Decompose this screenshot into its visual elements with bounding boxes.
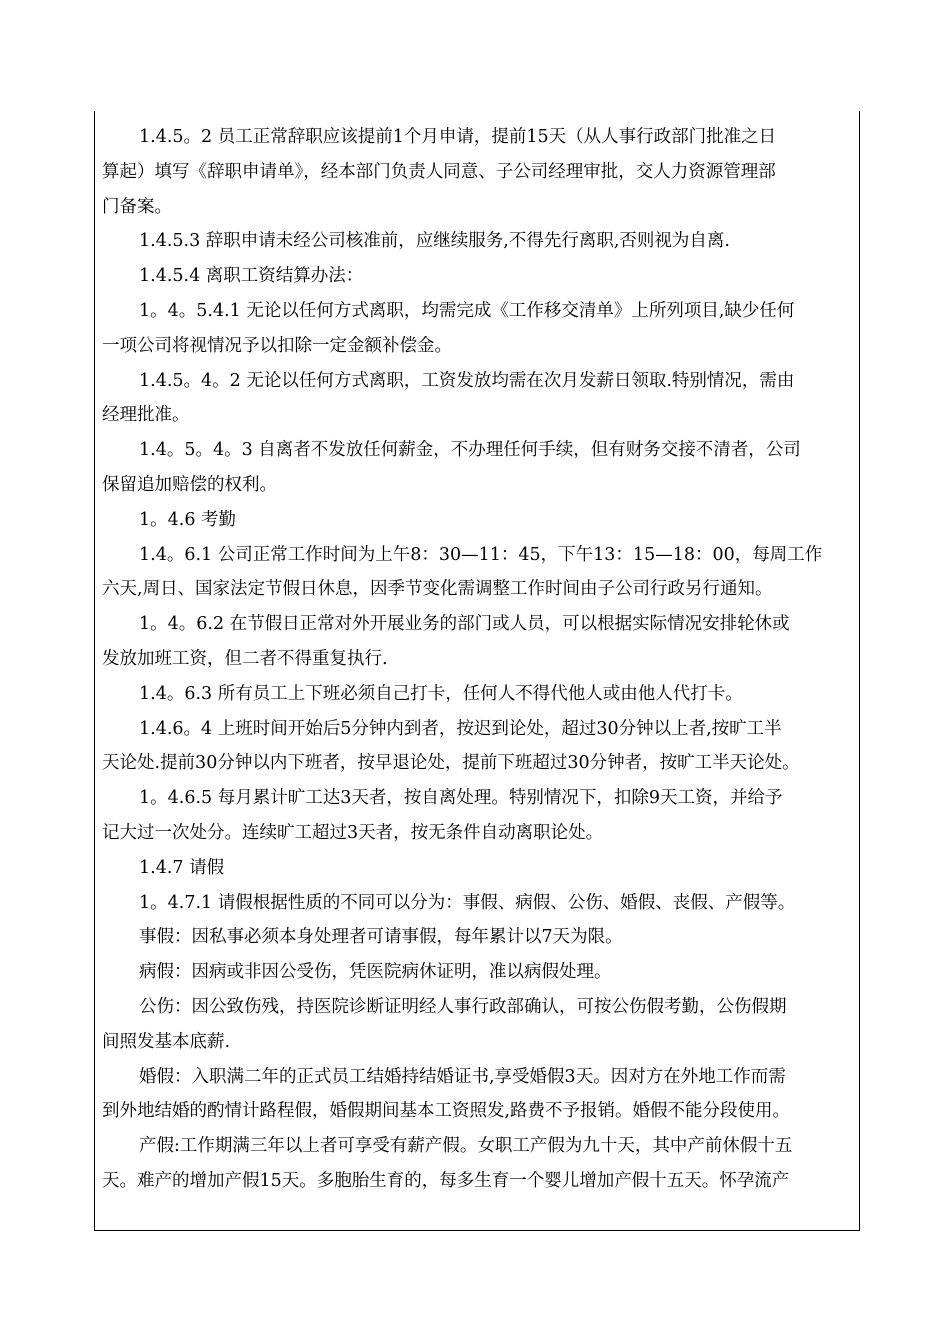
text-line: 一项公司将视情况予以扣除一定金额补偿金。 xyxy=(102,335,452,356)
text-line: 1.4.7 请假 xyxy=(139,857,225,878)
text-line: 门备案。 xyxy=(102,196,172,217)
text-line: 记大过一次处分。连续旷工超过3天者，按无条件自动离职论处。 xyxy=(102,822,604,843)
text-line: 天论处.提前30分钟以内下班者，按早退论处，提前下班超过30分钟者，按旷工半天论处。 xyxy=(102,753,800,774)
text-line: 间照发基本底薪. xyxy=(102,1031,231,1052)
text-line: 1.4.5.3 辞职申请未经公司核准前，应继续服务,不得先行离职,否则视为自离. xyxy=(139,231,730,252)
text-line: 算起）填写《辞职申请单》，经本部门负责人同意、子公司经理审批，交人力资源管理部 xyxy=(102,161,776,182)
text-line: 1.4.5.4 离职工资结算办法： xyxy=(139,266,364,287)
text-line: 1。4.7.1 请假根据性质的不同可以分为：事假、病假、公伤、婚假、丧假、产假等。 xyxy=(139,892,796,913)
text-line: 1。4。5.4.1 无论以任何方式离职，均需完成《工作移交清单》上所列项目,缺少任何 xyxy=(139,300,795,321)
text-line: 1.4.6。4 上班时间开始后5分钟内到者，按迟到论处，超过30分钟以上者,按旷工半 xyxy=(139,718,782,739)
text-line: 六天,周日、国家法定节假日休息，因季节变化需调整工作时间由子公司行政另行通知。 xyxy=(102,579,773,600)
text-line: 1.4。6.3 所有员工上下班必须自己打卡，任何人不得代他人或由他人代打卡。 xyxy=(139,683,743,704)
text-line: 1.4.5。2 员工正常辞职应该提前1个月申请，提前15天（从人事行政部门批准之日 xyxy=(139,127,777,147)
text-line: 产假:工作期满三年以上者可享受有薪产假。女职工产假为九十天，其中产前休假十五 xyxy=(139,1136,793,1157)
text-line: 经理批准。 xyxy=(102,405,190,426)
text-line: 病假：因病或非因公受伤，凭医院病休证明，准以病假处理。 xyxy=(139,962,612,983)
text-line: 保留追加赔偿的权利。 xyxy=(102,474,277,495)
text-line: 1.4。5。4。3 自离者不发放任何薪金，不办理任何手续，但有财务交接不清者，公司 xyxy=(139,440,801,461)
text-line: 到外地结婚的酌情计路程假，婚假期间基本工资照发,路费不予报销。婚假不能分段使用。 xyxy=(102,1101,791,1122)
document-body xyxy=(102,120,854,1199)
text-line: 公伤：因公致伤残，持医院诊断证明经人事行政部确认，可按公伤假考勤，公伤假期 xyxy=(139,996,787,1017)
text-line: 1。4.6 考勤 xyxy=(139,509,237,530)
text-line: 1。4。6.2 在节假日正常对外开展业务的部门或人员，可以根据实际情况安排轮休或 xyxy=(139,614,790,635)
text-line: 事假：因私事必须本身处理者可请事假，每年累计以7天为限。 xyxy=(139,927,623,948)
text-line: 1.4。6.1 公司正常工作时间为上午8：30—11：45，下午13：15—18：00，每周工作 xyxy=(139,544,823,565)
text-line: 发放加班工资，但二者不得重复执行. xyxy=(102,648,388,669)
text-line: 1。4.6.5 每月累计旷工达3天者，按自离处理。特别情况下，扣除9天工资，并给予 xyxy=(139,788,783,809)
text-line: 天。难产的增加产假15天。多胞胎生育的，每多生育一个婴儿增加产假十五天。怀孕流产 xyxy=(102,1170,790,1191)
text-line: 婚假：入职满二年的正式员工结婚持结婚证书,享受婚假3天。因对方在外地工作而需 xyxy=(139,1066,786,1087)
text-line: 1.4.5。4。2 无论以任何方式离职，工资发放均需在次月发薪日领取.特别情况，需由 xyxy=(139,370,795,391)
